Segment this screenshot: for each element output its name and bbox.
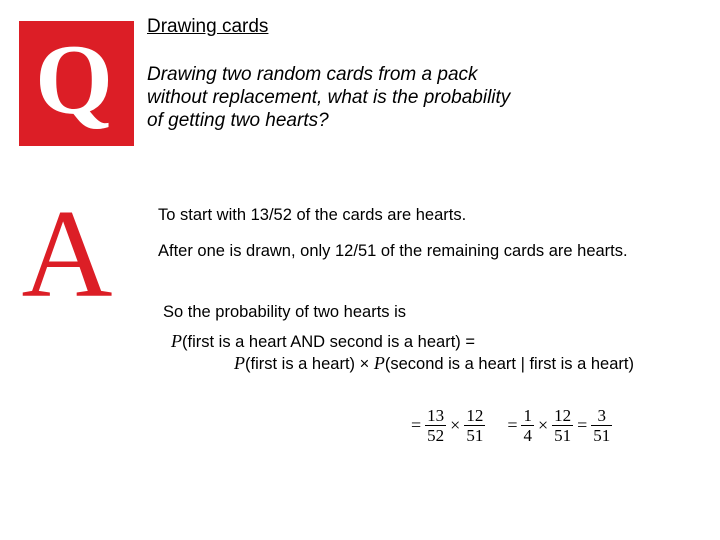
equation-row-1 xyxy=(171,331,475,352)
equation-row-1-text: (first is a heart AND second is a heart) = xyxy=(182,333,475,351)
fraction-3-51 xyxy=(591,406,612,445)
fraction-numerator: 12 xyxy=(466,405,484,425)
fraction-1-4 xyxy=(521,406,534,445)
answer-line-1: To start with 13/52 of the cards are hearts. xyxy=(158,206,467,224)
equation-row-2-text-1: (first is a heart) × xyxy=(245,355,370,373)
answer-line-2: After one is drawn, only 12/51 of the remaining cards are hearts. xyxy=(158,242,628,260)
fraction-12-51 xyxy=(464,406,485,445)
fraction-denominator: 51 xyxy=(554,425,572,445)
probability-symbol: P xyxy=(171,331,182,351)
equals-sign: = xyxy=(507,414,518,435)
question-text: Drawing two random cards from a pack without replacement, what is the probability of getting two hearts? xyxy=(147,64,511,131)
fraction-denominator: 4 xyxy=(523,425,532,445)
probability-symbol: P xyxy=(373,353,385,373)
fraction-numerator: 1 xyxy=(523,405,532,425)
fraction-denominator: 51 xyxy=(466,425,484,445)
question-logo-letter: Q xyxy=(35,24,113,135)
fraction-12-51 xyxy=(552,406,573,445)
probability-symbol: P xyxy=(234,353,245,373)
times-sign: × xyxy=(537,414,549,435)
equation-row-2 xyxy=(234,353,634,374)
times-sign: × xyxy=(450,414,461,435)
answer-logo xyxy=(21,185,113,324)
slide-title: Drawing cards xyxy=(147,16,269,37)
equation-row-2-text-2: (second is a heart | first is a heart) xyxy=(384,355,634,373)
equals-sign: = xyxy=(577,414,588,435)
fraction-denominator: 51 xyxy=(593,425,611,445)
answer-logo-letter: A xyxy=(21,185,113,324)
fraction-13-52 xyxy=(425,406,446,445)
question-logo xyxy=(19,21,134,146)
fraction-numerator: 13 xyxy=(427,405,445,425)
fraction-numerator: 12 xyxy=(554,405,572,425)
equals-sign: = xyxy=(411,414,422,435)
fraction-denominator: 52 xyxy=(427,425,445,445)
fraction-calculation xyxy=(408,400,613,450)
fraction-numerator: 3 xyxy=(597,405,607,425)
answer-line-3: So the probability of two hearts is xyxy=(163,303,407,321)
